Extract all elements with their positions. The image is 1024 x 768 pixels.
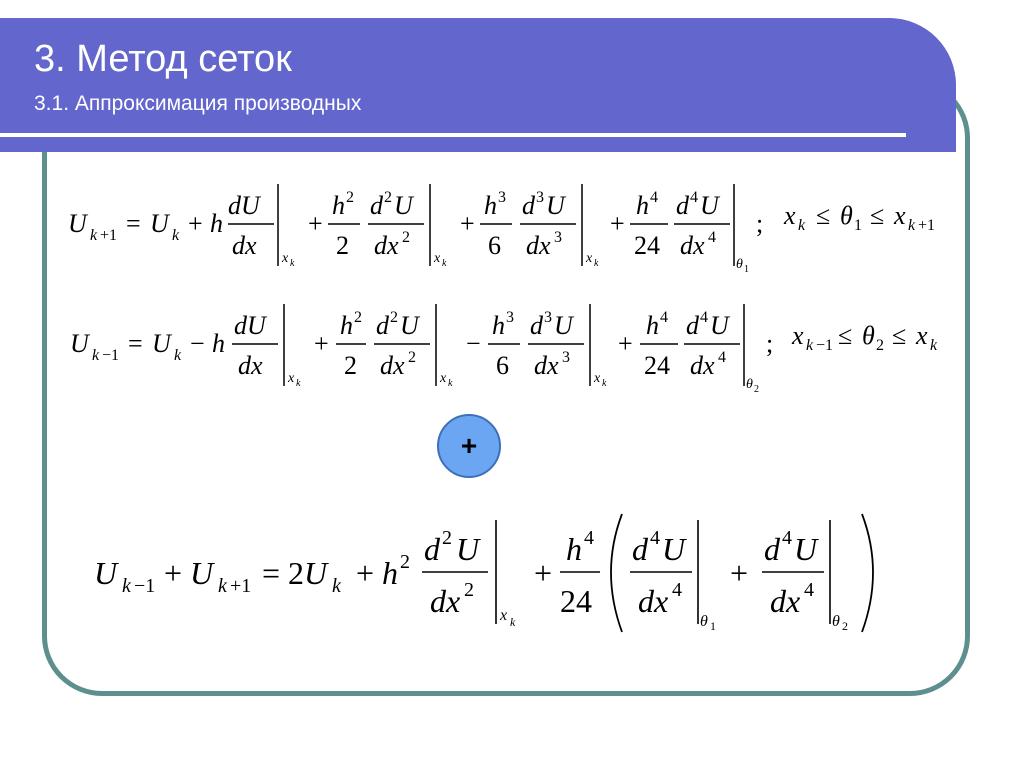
- svg-text:x: x: [500, 607, 508, 624]
- svg-text:k: k: [332, 575, 341, 597]
- svg-text:−: −: [466, 329, 481, 358]
- svg-text:k: k: [798, 217, 806, 234]
- svg-text:2: 2: [464, 579, 474, 601]
- svg-text:6: 6: [488, 231, 501, 260]
- svg-text:θ: θ: [862, 321, 875, 350]
- svg-text:U: U: [700, 191, 719, 220]
- svg-text:dx: dx: [232, 231, 257, 260]
- svg-text:3: 3: [506, 309, 514, 326]
- svg-text:U: U: [710, 311, 729, 340]
- svg-text:d: d: [522, 191, 535, 220]
- svg-text:2: 2: [442, 527, 452, 549]
- svg-text:h: h: [212, 329, 225, 358]
- svg-text:dx: dx: [534, 351, 559, 380]
- svg-text:2: 2: [336, 231, 349, 260]
- svg-text:2: 2: [354, 309, 362, 326]
- svg-text:θ: θ: [746, 377, 753, 392]
- svg-text:+: +: [356, 555, 375, 591]
- svg-text:3: 3: [544, 309, 552, 326]
- svg-text:2: 2: [402, 229, 410, 246]
- svg-text:k: k: [930, 337, 938, 354]
- svg-text:x: x: [916, 321, 928, 350]
- svg-text:U: U: [456, 531, 480, 567]
- svg-text:+1: +1: [918, 217, 936, 234]
- svg-text:+1: +1: [100, 227, 118, 244]
- svg-text:d: d: [376, 311, 389, 340]
- svg-text:k: k: [806, 337, 814, 354]
- svg-text:U: U: [794, 531, 818, 567]
- svg-text:3: 3: [554, 229, 562, 246]
- svg-text:=: =: [128, 329, 143, 358]
- svg-text:1: 1: [710, 619, 716, 633]
- svg-text:h: h: [332, 191, 345, 220]
- svg-text:≤: ≤: [816, 201, 831, 230]
- svg-text:x: x: [792, 321, 804, 350]
- svg-text:θ: θ: [700, 613, 708, 630]
- svg-text:2: 2: [344, 351, 357, 380]
- svg-text:h: h: [566, 531, 582, 567]
- svg-text:U: U: [554, 311, 573, 340]
- svg-text:3: 3: [536, 189, 544, 206]
- svg-text:d: d: [530, 311, 543, 340]
- svg-text:6: 6: [496, 351, 509, 380]
- svg-text:dx: dx: [638, 583, 669, 619]
- svg-text:x: x: [586, 251, 593, 266]
- svg-text:dx: dx: [690, 351, 715, 380]
- svg-text:4: 4: [650, 189, 658, 206]
- svg-text:+: +: [188, 209, 203, 238]
- svg-text:4: 4: [660, 309, 668, 326]
- svg-text:k: k: [448, 378, 453, 389]
- svg-text:U: U: [152, 329, 171, 358]
- svg-text:d: d: [686, 311, 699, 340]
- svg-text:4: 4: [672, 579, 682, 601]
- svg-text:U: U: [70, 329, 89, 358]
- svg-text:dx: dx: [374, 231, 399, 260]
- svg-text:x: x: [434, 251, 441, 266]
- svg-text:4: 4: [782, 527, 792, 549]
- svg-text:k: k: [90, 227, 98, 244]
- svg-text:h: h: [210, 209, 223, 238]
- svg-text:4: 4: [690, 189, 698, 206]
- svg-text:3: 3: [498, 189, 506, 206]
- svg-text:3: 3: [562, 349, 570, 366]
- svg-text:θ: θ: [840, 201, 853, 230]
- svg-text:+: +: [314, 329, 329, 358]
- svg-text:k: k: [510, 615, 516, 629]
- svg-text:U: U: [400, 311, 419, 340]
- svg-text:U: U: [150, 209, 169, 238]
- svg-text:x: x: [594, 371, 601, 386]
- svg-text:h: h: [382, 555, 398, 591]
- svg-text:U: U: [662, 531, 686, 567]
- svg-text:k: k: [172, 227, 180, 244]
- svg-text:+: +: [610, 209, 625, 238]
- svg-text:−1: −1: [102, 347, 120, 364]
- svg-text:24: 24: [560, 583, 592, 619]
- svg-text:x: x: [288, 371, 295, 386]
- svg-text:dx: dx: [526, 231, 551, 260]
- svg-text:−1: −1: [134, 575, 156, 597]
- svg-text:dx: dx: [380, 351, 405, 380]
- svg-text:2: 2: [400, 551, 410, 573]
- svg-text:≤: ≤: [870, 201, 885, 230]
- svg-text:24: 24: [644, 351, 670, 380]
- title-underline: [0, 133, 906, 137]
- svg-text:+: +: [618, 329, 633, 358]
- svg-text:h: h: [484, 191, 497, 220]
- svg-text:k: k: [290, 258, 295, 269]
- svg-text:4: 4: [718, 349, 726, 366]
- svg-text:+: +: [460, 209, 475, 238]
- svg-text:k: k: [92, 347, 100, 364]
- svg-text:=: =: [262, 555, 281, 591]
- slide-subtitle: 3.1. Аппроксимация производных: [34, 92, 362, 115]
- svg-text:k: k: [442, 258, 447, 269]
- svg-text:d: d: [676, 191, 689, 220]
- svg-text:2: 2: [754, 384, 759, 395]
- svg-text:2: 2: [390, 309, 398, 326]
- svg-text:dx: dx: [680, 231, 705, 260]
- equation-sum-result: [90, 508, 890, 638]
- svg-text:U: U: [94, 555, 118, 591]
- svg-text:h: h: [636, 191, 649, 220]
- svg-text:h: h: [646, 311, 659, 340]
- svg-text:d: d: [632, 531, 648, 567]
- svg-text:U: U: [546, 191, 565, 220]
- svg-text:1: 1: [744, 264, 749, 275]
- svg-text:+1: +1: [230, 575, 252, 597]
- svg-text:2: 2: [288, 555, 304, 591]
- svg-text:dU: dU: [234, 311, 266, 340]
- slide-title: 3. Метод сеток: [34, 38, 292, 80]
- svg-text:θ: θ: [832, 613, 840, 630]
- svg-text:k: k: [296, 378, 301, 389]
- svg-text:2: 2: [346, 189, 354, 206]
- svg-text:k: k: [174, 347, 182, 364]
- svg-text:2: 2: [408, 349, 416, 366]
- svg-text:d: d: [424, 531, 440, 567]
- svg-text:k: k: [218, 575, 227, 597]
- svg-text:U: U: [68, 209, 87, 238]
- svg-text:+: +: [164, 555, 183, 591]
- svg-text:dx: dx: [238, 351, 263, 380]
- svg-text:dU: dU: [228, 191, 260, 220]
- svg-text:4: 4: [804, 579, 814, 601]
- svg-text:U: U: [304, 555, 328, 591]
- svg-text:x: x: [784, 201, 796, 230]
- svg-text:h: h: [340, 311, 353, 340]
- svg-text:d: d: [764, 531, 780, 567]
- svg-text:k: k: [908, 217, 916, 234]
- svg-text:x: x: [440, 371, 447, 386]
- svg-text:;: ;: [766, 329, 774, 358]
- svg-text:≤: ≤: [892, 321, 907, 350]
- svg-text:x: x: [894, 201, 906, 230]
- svg-text:k: k: [602, 378, 607, 389]
- svg-text:dx: dx: [430, 583, 461, 619]
- svg-text:;: ;: [756, 209, 764, 238]
- svg-text:k: k: [594, 258, 599, 269]
- svg-text:h: h: [492, 311, 505, 340]
- svg-text:≤: ≤: [838, 321, 853, 350]
- svg-text:x: x: [282, 251, 289, 266]
- svg-text:d: d: [370, 191, 383, 220]
- svg-text:1: 1: [854, 217, 862, 234]
- svg-text:+: +: [730, 555, 749, 591]
- svg-text:θ: θ: [736, 257, 743, 272]
- svg-text:−: −: [190, 329, 205, 358]
- svg-text:U: U: [190, 555, 214, 591]
- svg-text:2: 2: [876, 337, 884, 354]
- svg-text:U: U: [394, 191, 413, 220]
- svg-text:4: 4: [584, 527, 594, 549]
- equation-taylor-backward: [64, 300, 964, 400]
- svg-text:−1: −1: [816, 337, 834, 354]
- svg-text:4: 4: [708, 229, 716, 246]
- add-button[interactable]: +: [437, 414, 501, 478]
- svg-text:k: k: [122, 575, 131, 597]
- svg-text:24: 24: [634, 231, 660, 260]
- equation-taylor-forward: [64, 180, 964, 280]
- svg-text:2: 2: [842, 619, 848, 633]
- svg-text:dx: dx: [770, 583, 801, 619]
- svg-text:4: 4: [700, 309, 708, 326]
- svg-text:4: 4: [650, 527, 660, 549]
- svg-text:2: 2: [384, 189, 392, 206]
- svg-text:+: +: [534, 555, 553, 591]
- svg-text:=: =: [126, 209, 141, 238]
- svg-text:+: +: [308, 209, 323, 238]
